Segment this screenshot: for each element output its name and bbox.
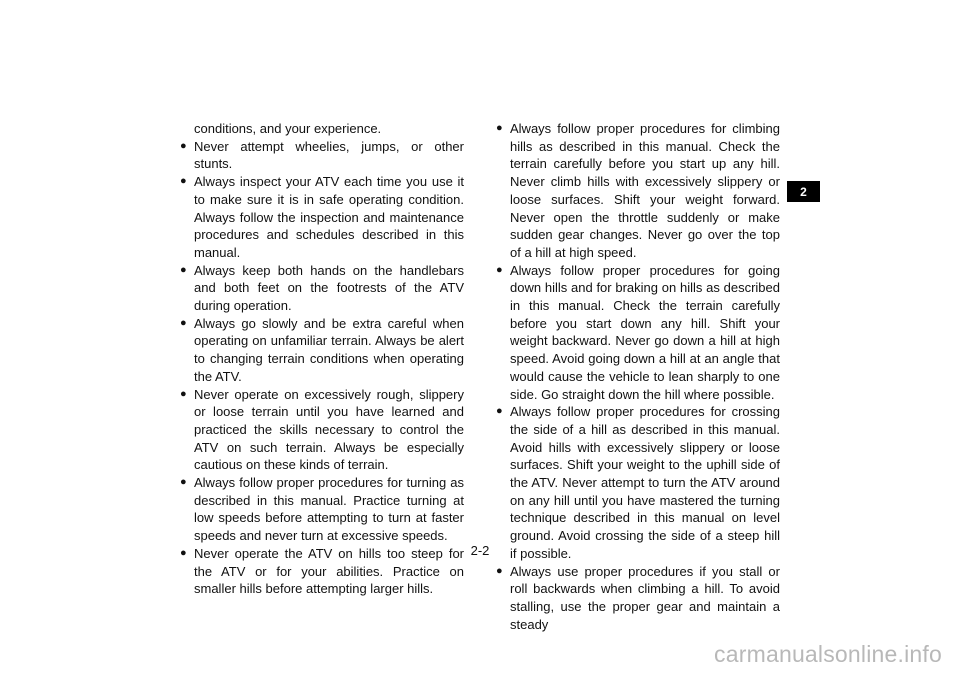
bullet-icon: ● [496,405,503,418]
bullet-icon: ● [496,564,503,577]
list-item: ● Always use proper procedures if you stall or roll backwards when climbing a hill. To avoid stalling, use the proper gear and maintain a steady [496,563,780,632]
list-item: ● Always follow proper procedures for going down hills and for braking on hills as described in this manual. Check the terrain carefully before you start down any hill. Shift your weight backward. Never go down a hill at high speed. Avoid going down a hill at an angle that would cause the vehicle to lean sharply to one side. Go straight down the hill where possible. [496,262,780,402]
bullet-icon: ● [180,476,187,489]
bullet-icon: ● [180,316,187,329]
chapter-tab: 2 [787,181,820,202]
list-item: ● Always go slowly and be extra careful when operating on unfamiliar terrain. Always be alert to changing terrain conditions when operating the ATV. [180,315,464,384]
list-item: ● Always follow proper procedures for turning as described in this manual. Practice turning at low speeds before attempting to turn at faster speeds and never turn at excessive speeds. [180,475,464,544]
bullet-icon: ● [180,546,187,559]
list-item: ● Always follow proper procedures for climbing hills as described in this manual. Check the terrain carefully before you start up any hill. Never climb hills with excessively slippery or loose surfaces. Shift your weight forward. Never open the throttle suddenly or make sudden gear changes. Never go over the top of a hill at high speed. [496,121,780,260]
list-item: ● Always follow proper procedures for crossing the side of a hill as described in this manual. Avoid hills with excessively slippery or loose surfaces. Shift your weight to the uphill side of the ATV. Never attempt to turn the ATV around on any hill until you have mastered the turning technique described in this manual on level ground. Avoid crossing the side of a steep hill if possible. [496,404,780,561]
intro-text: conditions, and your experience. [194,121,382,136]
bullet-icon: ● [496,263,503,276]
bullet-icon: ● [496,122,503,134]
bullet-icon: ● [180,263,187,276]
bullet-icon: ● [180,175,187,188]
watermark: carmanualsonline.info [714,641,942,667]
left-column [180,120,464,598]
list-item: ● Always keep both hands on the handlebars and both feet on the footrests of the ATV during operation. [180,262,464,314]
list-item: ● Never attempt wheelies, jumps, or other stunts. [180,138,464,172]
bullet-icon: ● [180,387,187,400]
page-number: 2-2 [470,543,490,558]
list-item: ● Never operate on excessively rough, slippery or loose terrain until you have learned and practiced the skills necessary to control the ATV on such terrain. Always be especially cautious on these kinds of terrain. [180,386,464,473]
bullet-icon: ● [180,139,187,152]
list-item: ● Never operate the ATV on hills too steep for the ATV or for your abilities. Practice on smaller hills before attempting larger hills. [180,545,464,597]
list-item: ● Always inspect your ATV each time you use it to make sure it is in safe operating condition. Always follow the inspection and maintenance procedures and schedules described in this manual. [180,174,464,260]
